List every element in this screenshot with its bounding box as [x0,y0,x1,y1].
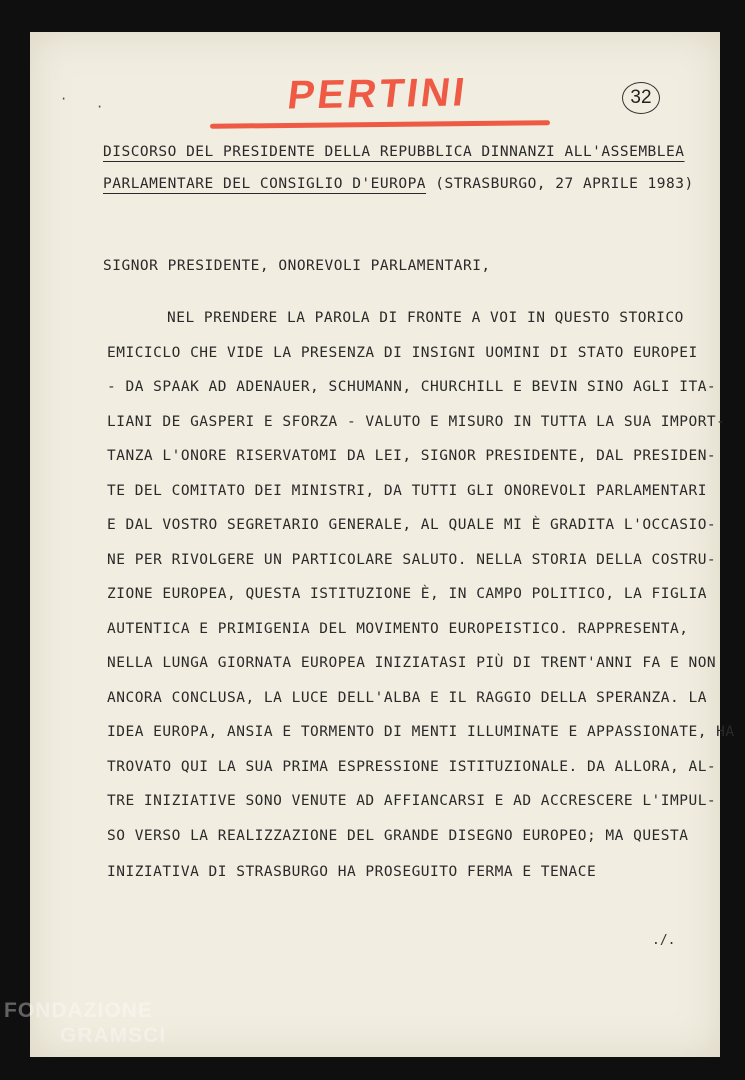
body-line: TROVATO QUI LA SUA PRIMA ESPRESSIONE ISTITUZIONALE. DA ALLORA, AL- [107,759,717,775]
body-line: LIANI DE GASPERI E SFORZA - VALUTO E MISURO IN TUTTA LA SUA IMPORT- [107,414,726,430]
watermark-logo: FONDAZIONE [4,999,153,1022]
heading-line-2-underlined: PARLAMENTARE DEL CONSIGLIO D'EUROPA [103,176,427,192]
body-line: NE PER RIVOLGERE UN PARTICOLARE SALUTO. NELLA STORIA DELLA COSTRU- [107,552,717,568]
heading-line-2-rest: (STRASBURGO, 27 APRILE 1983) [426,176,694,192]
body-line: INIZIATIVA DI STRASBURGO HA PROSEGUITO FERMA E TENACE [107,864,597,880]
body-line: TANZA L'ONORE RISERVATOMI DA LEI, SIGNOR PRESIDENTE, DAL PRESIDEN- [107,448,717,464]
end-mark: ./. [652,933,676,948]
body-line: E DAL VOSTRO SEGRETARIO GENERALE, AL QUALE MI È GRADITA L'OCCASIO- [107,517,717,533]
body-line: TE DEL COMITATO DEI MINISTRI, DA TUTTI GLI ONOREVOLI PARLAMENTARI [107,483,707,499]
body-line: IDEA EUROPA, ANSIA E TORMENTO DI MENTI ILLUMINATE E APPASSIONATE, HA [107,724,735,740]
handwritten-name: PERTINI [285,70,470,118]
body-line: SO VERSO LA REALIZZAZIONE DEL GRANDE DISEGNO EUROPEO; MA QUESTA [107,828,689,844]
body-line: ZIONE EUROPEA, QUESTA ISTITUZIONE È, IN CAMPO POLITICO, LA FIGLIA [107,586,707,602]
page-number-circled: 32 [622,82,660,114]
heading-line-2 [103,176,694,192]
ink-speck: · [96,100,104,114]
watermark-logo-sub: GRAMSCI [60,1024,167,1047]
ink-speck: · [60,92,68,106]
body-line: NELLA LUNGA GIORNATA EUROPEA INIZIATASI PIÙ DI TRENT'ANNI FA E NON [107,655,717,671]
body-line: - DA SPAAK AD ADENAUER, SCHUMANN, CHURCHILL E BEVIN SINO AGLI ITA- [107,379,717,395]
body-line: AUTENTICA E PRIMIGENIA DEL MOVIMENTO EUROPEISTICO. RAPPRESENTA, [107,621,689,637]
body-line: ANCORA CONCLUSA, LA LUCE DELL'ALBA E IL RAGGIO DELLA SPERANZA. LA [107,690,707,706]
body-line: TRE INIZIATIVE SONO VENUTE AD AFFIANCARSI E AD ACCRESCERE L'IMPUL- [107,793,717,809]
salutation: SIGNOR PRESIDENTE, ONOREVOLI PARLAMENTARI, [103,258,491,274]
heading-line-1: DISCORSO DEL PRESIDENTE DELLA REPUBBLICA DINNANZI ALL'ASSEMBLEA [103,144,685,160]
body-line: EMICICLO CHE VIDE LA PRESENZA DI INSIGNI UOMINI DI STATO EUROPEI [107,345,698,361]
body-line: NEL PRENDERE LA PAROLA DI FRONTE A VOI IN QUESTO STORICO [167,310,684,326]
